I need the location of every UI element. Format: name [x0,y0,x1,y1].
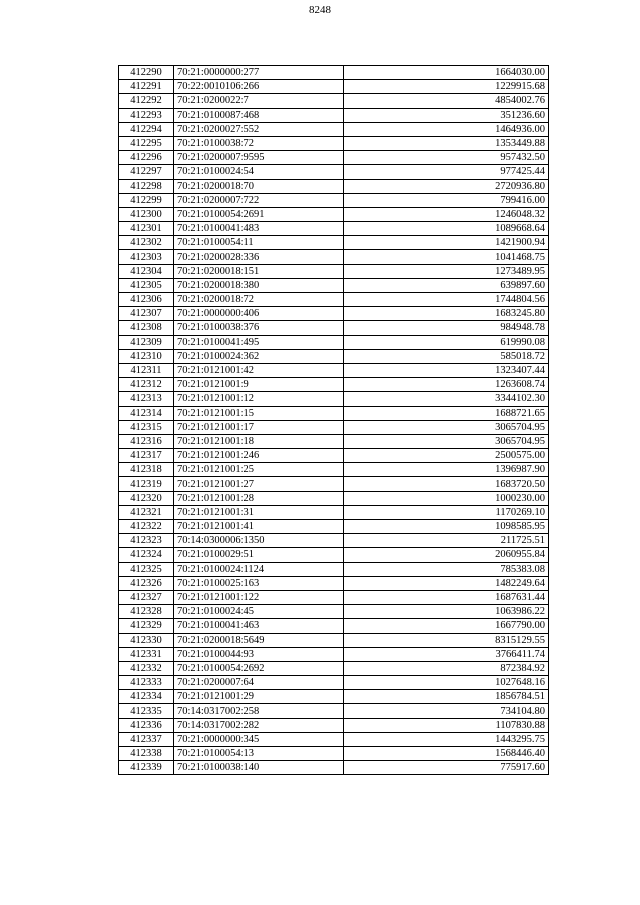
cadastral-number-cell: 70:21:0000000:345 [174,732,344,746]
table-row [119,321,549,335]
table-row [119,420,549,434]
row-number-cell: 412325 [119,562,174,576]
table-row [119,66,549,80]
cadastral-number-cell: 70:21:0100054:11 [174,236,344,250]
table-row [119,704,549,718]
value-cell: 3766411.74 [344,647,549,661]
row-number-cell: 412326 [119,576,174,590]
row-number-cell: 412317 [119,449,174,463]
cadastral-number-cell: 70:21:0121001:25 [174,463,344,477]
value-cell: 957432.50 [344,151,549,165]
table-row [119,590,549,604]
row-number-cell: 412296 [119,151,174,165]
cadastral-number-cell: 70:21:0121001:41 [174,520,344,534]
value-cell: 775917.60 [344,761,549,775]
cadastral-table [118,65,549,775]
table-row [119,718,549,732]
cadastral-number-cell: 70:21:0100024:362 [174,349,344,363]
row-number-cell: 412329 [119,619,174,633]
table-row [119,605,549,619]
cadastral-number-cell: 70:21:0121001:29 [174,690,344,704]
cadastral-number-cell: 70:21:0121001:122 [174,590,344,604]
row-number-cell: 412298 [119,179,174,193]
table-row [119,463,549,477]
value-cell: 1063986.22 [344,605,549,619]
value-cell: 1856784.51 [344,690,549,704]
value-cell: 8315129.55 [344,633,549,647]
cadastral-number-cell: 70:21:0200022:7 [174,94,344,108]
value-cell: 351236.60 [344,108,549,122]
row-number-cell: 412290 [119,66,174,80]
value-cell: 1683245.80 [344,307,549,321]
table-row [119,136,549,150]
value-cell: 872384.92 [344,661,549,675]
table-row [119,335,549,349]
table-row [119,520,549,534]
value-cell: 984948.78 [344,321,549,335]
value-cell: 1744804.56 [344,293,549,307]
row-number-cell: 412316 [119,434,174,448]
cadastral-number-cell: 70:21:0121001:17 [174,420,344,434]
table-row [119,236,549,250]
value-cell: 977425.44 [344,165,549,179]
value-cell: 639897.60 [344,278,549,292]
value-cell: 1323407.44 [344,363,549,377]
value-cell: 1464936.00 [344,122,549,136]
value-cell: 1089668.64 [344,222,549,236]
row-number-cell: 412330 [119,633,174,647]
cadastral-number-cell: 70:21:0100038:140 [174,761,344,775]
value-cell: 1107830.88 [344,718,549,732]
value-cell: 1688721.65 [344,406,549,420]
cadastral-number-cell: 70:21:0000000:406 [174,307,344,321]
value-cell: 211725.51 [344,534,549,548]
row-number-cell: 412300 [119,207,174,221]
table-row [119,406,549,420]
value-cell: 1273489.95 [344,264,549,278]
table-row [119,94,549,108]
cadastral-number-cell: 70:21:0200028:336 [174,250,344,264]
value-cell: 1170269.10 [344,505,549,519]
value-cell: 1041468.75 [344,250,549,264]
value-cell: 3065704.95 [344,420,549,434]
table-row [119,307,549,321]
cadastral-number-cell: 70:21:0121001:12 [174,392,344,406]
row-number-cell: 412311 [119,363,174,377]
row-number-cell: 412291 [119,80,174,94]
value-cell: 1683720.50 [344,477,549,491]
cadastral-number-cell: 70:21:0121001:42 [174,363,344,377]
table-body [119,66,549,775]
row-number-cell: 412318 [119,463,174,477]
cadastral-number-cell: 70:21:0100041:483 [174,222,344,236]
table-row [119,434,549,448]
cadastral-number-cell: 70:21:0200007:64 [174,676,344,690]
row-number-cell: 412320 [119,491,174,505]
table-row [119,165,549,179]
table-row [119,122,549,136]
row-number-cell: 412306 [119,293,174,307]
value-cell: 1263608.74 [344,378,549,392]
row-number-cell: 412307 [119,307,174,321]
cadastral-number-cell: 70:21:0200018:380 [174,278,344,292]
row-number-cell: 412292 [119,94,174,108]
row-number-cell: 412313 [119,392,174,406]
cadastral-number-cell: 70:14:0317002:282 [174,718,344,732]
table-row [119,207,549,221]
row-number-cell: 412293 [119,108,174,122]
table-row [119,534,549,548]
row-number-cell: 412294 [119,122,174,136]
table-row [119,264,549,278]
row-number-cell: 412305 [119,278,174,292]
value-cell: 585018.72 [344,349,549,363]
cadastral-number-cell: 70:21:0200007:9595 [174,151,344,165]
cadastral-number-cell: 70:21:0100038:376 [174,321,344,335]
row-number-cell: 412328 [119,605,174,619]
table-row [119,349,549,363]
row-number-cell: 412338 [119,747,174,761]
value-cell: 2500575.00 [344,449,549,463]
row-number-cell: 412331 [119,647,174,661]
value-cell: 1421900.94 [344,236,549,250]
cadastral-number-cell: 70:21:0100044:93 [174,647,344,661]
value-cell: 1443295.75 [344,732,549,746]
table-row [119,661,549,675]
row-number-cell: 412309 [119,335,174,349]
row-number-cell: 412333 [119,676,174,690]
cadastral-number-cell: 70:21:0100041:463 [174,619,344,633]
row-number-cell: 412339 [119,761,174,775]
table-row [119,250,549,264]
row-number-cell: 412323 [119,534,174,548]
cadastral-number-cell: 70:21:0200018:72 [174,293,344,307]
table-row [119,633,549,647]
row-number-cell: 412304 [119,264,174,278]
cadastral-number-cell: 70:21:0121001:28 [174,491,344,505]
row-number-cell: 412303 [119,250,174,264]
table-row [119,193,549,207]
value-cell: 1229915.68 [344,80,549,94]
row-number-cell: 412321 [119,505,174,519]
row-number-cell: 412334 [119,690,174,704]
cadastral-number-cell: 70:22:0010106:266 [174,80,344,94]
cadastral-number-cell: 70:21:0200027:552 [174,122,344,136]
value-cell: 4854002.76 [344,94,549,108]
table-row [119,278,549,292]
cadastral-number-cell: 70:21:0100054:2691 [174,207,344,221]
row-number-cell: 412336 [119,718,174,732]
row-number-cell: 412337 [119,732,174,746]
row-number-cell: 412332 [119,661,174,675]
value-cell: 734104.80 [344,704,549,718]
row-number-cell: 412324 [119,548,174,562]
value-cell: 2720936.80 [344,179,549,193]
cadastral-number-cell: 70:21:0100038:72 [174,136,344,150]
cadastral-number-cell: 70:21:0100041:495 [174,335,344,349]
row-number-cell: 412312 [119,378,174,392]
cadastral-number-cell: 70:21:0121001:27 [174,477,344,491]
cadastral-number-cell: 70:21:0121001:31 [174,505,344,519]
table-row [119,548,549,562]
value-cell: 619990.08 [344,335,549,349]
table-row [119,732,549,746]
table-row [119,676,549,690]
page-number: 8248 [309,4,331,16]
value-cell: 785383.08 [344,562,549,576]
cadastral-number-cell: 70:14:0317002:258 [174,704,344,718]
row-number-cell: 412302 [119,236,174,250]
row-number-cell: 412299 [119,193,174,207]
cadastral-number-cell: 70:21:0000000:277 [174,66,344,80]
cadastral-number-cell: 70:21:0200018:5649 [174,633,344,647]
table-row [119,576,549,590]
table-row [119,392,549,406]
value-cell: 1664030.00 [344,66,549,80]
value-cell: 1667790.00 [344,619,549,633]
cadastral-number-cell: 70:21:0121001:18 [174,434,344,448]
table-row [119,179,549,193]
row-number-cell: 412335 [119,704,174,718]
table-row [119,108,549,122]
table-row [119,477,549,491]
row-number-cell: 412295 [119,136,174,150]
cadastral-number-cell: 70:21:0100054:13 [174,747,344,761]
table-row [119,80,549,94]
cadastral-number-cell: 70:21:0100024:54 [174,165,344,179]
table-row [119,378,549,392]
table-row [119,505,549,519]
value-cell: 3344102.30 [344,392,549,406]
row-number-cell: 412297 [119,165,174,179]
cadastral-number-cell: 70:21:0200018:70 [174,179,344,193]
cadastral-number-cell: 70:21:0100029:51 [174,548,344,562]
row-number-cell: 412322 [119,520,174,534]
table-row [119,761,549,775]
table-row [119,491,549,505]
value-cell: 1027648.16 [344,676,549,690]
row-number-cell: 412315 [119,420,174,434]
cadastral-number-cell: 70:21:0100024:45 [174,605,344,619]
table-row [119,363,549,377]
cadastral-number-cell: 70:21:0100054:2692 [174,661,344,675]
row-number-cell: 412301 [119,222,174,236]
table-row [119,449,549,463]
cadastral-number-cell: 70:21:0121001:15 [174,406,344,420]
value-cell: 1000230.00 [344,491,549,505]
cadastral-number-cell: 70:21:0100025:163 [174,576,344,590]
value-cell: 1098585.95 [344,520,549,534]
cadastral-number-cell: 70:21:0200018:151 [174,264,344,278]
value-cell: 1246048.32 [344,207,549,221]
value-cell: 2060955.84 [344,548,549,562]
cadastral-number-cell: 70:21:0200007:722 [174,193,344,207]
cadastral-number-cell: 70:14:0300006:1350 [174,534,344,548]
table-row [119,747,549,761]
value-cell: 799416.00 [344,193,549,207]
table-row [119,151,549,165]
row-number-cell: 412314 [119,406,174,420]
value-cell: 1396987.90 [344,463,549,477]
table-row [119,222,549,236]
table-row [119,562,549,576]
cadastral-number-cell: 70:21:0100087:468 [174,108,344,122]
value-cell: 1353449.88 [344,136,549,150]
value-cell: 1568446.40 [344,747,549,761]
cadastral-number-cell: 70:21:0100024:1124 [174,562,344,576]
row-number-cell: 412327 [119,590,174,604]
value-cell: 3065704.95 [344,434,549,448]
value-cell: 1687631.44 [344,590,549,604]
cadastral-number-cell: 70:21:0121001:246 [174,449,344,463]
table-row [119,293,549,307]
table-row [119,647,549,661]
row-number-cell: 412308 [119,321,174,335]
table-row [119,690,549,704]
row-number-cell: 412319 [119,477,174,491]
row-number-cell: 412310 [119,349,174,363]
value-cell: 1482249.64 [344,576,549,590]
table-row [119,619,549,633]
cadastral-number-cell: 70:21:0121001:9 [174,378,344,392]
